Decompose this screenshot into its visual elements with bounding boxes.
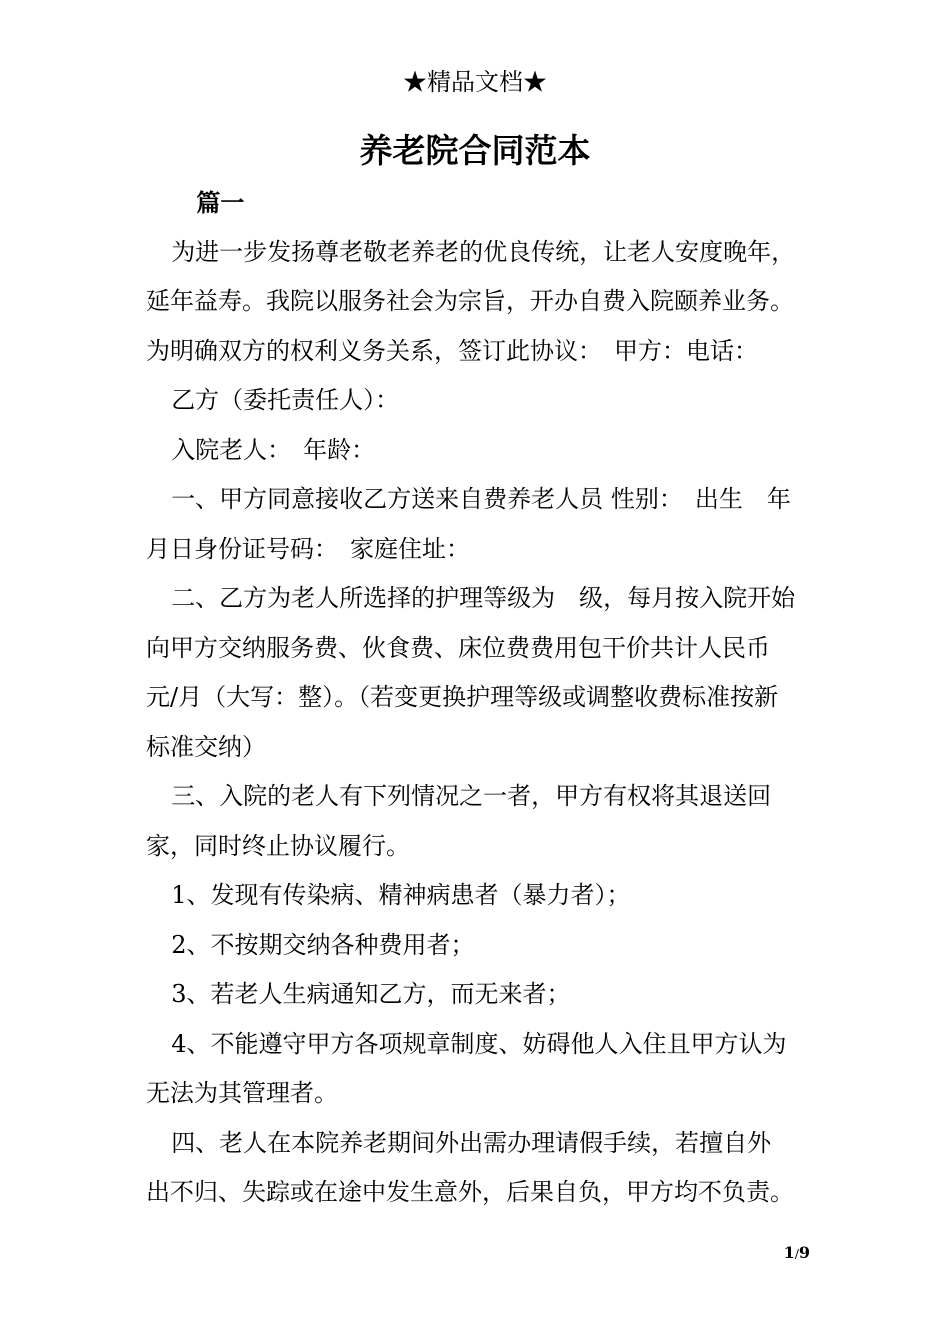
document-title: 养老院合同范本 <box>359 131 591 170</box>
page-separator: / <box>794 1247 799 1261</box>
list-item: 1、发现有传染病、精神病患者（暴力者）； <box>171 881 631 909</box>
paragraph-line: 乙方（委托责任人）： <box>171 386 400 414</box>
paragraph-line: 向甲方交纳服务费、伙食费、床位费费用包干价共计人民币 <box>146 633 770 662</box>
list-item: 4、不能遵守甲方各项规章制度、妨碍他人入住且甲方认为 <box>171 1029 787 1058</box>
paragraph-line: 无法为其管理者。 <box>146 1079 338 1107</box>
paragraph-line: 月日身份证号码： 家庭住址： <box>146 534 470 563</box>
paragraph-line: 延年益寿。我院以服务社会为宗旨，开办自费入院颐养业务。 <box>146 287 794 315</box>
page-total: 9 <box>798 1243 810 1262</box>
paragraph-line: 为进一步发扬尊老敬老养老的优良传统，让老人安度晚年， <box>171 237 796 266</box>
paragraph-line: 一、甲方同意接收乙方送来自费养老人员 性别： 出生 年 <box>171 485 791 513</box>
paragraph-line: 四、老人在本院养老期间外出需办理请假手续，若擅自外 <box>171 1128 772 1157</box>
page-current: 1 <box>783 1243 795 1262</box>
page-number <box>700 1241 810 1266</box>
paragraph-line: 三、入院的老人有下列情况之一者，甲方有权将其退送回 <box>171 782 772 810</box>
paragraph-line: 入院老人： 年龄： <box>171 435 376 464</box>
section-label: 篇一 <box>196 188 245 217</box>
list-item: 3、若老人生病通知乙方，而无来者； <box>171 980 571 1008</box>
paragraph-line: 二、乙方为老人所选择的护理等级为 级，每月按入院开始 <box>171 584 796 612</box>
document-body <box>146 178 810 1218</box>
page-header: ★精品文档★ <box>403 68 547 96</box>
paragraph-line: 出不归、失踪或在途中发生意外，后果自负，甲方均不负责。 <box>146 1178 794 1206</box>
paragraph-line: 家，同时终止协议履行。 <box>146 831 410 860</box>
paragraph-line: 元/月（大写：整）。（若变更换护理等级或调整收费标准按新 <box>146 683 779 711</box>
paragraph-line: 标准交纳） <box>146 732 266 761</box>
paragraph-line: 为明确双方的权利义务关系，签订此协议： 甲方：电话： <box>146 336 758 365</box>
list-item: 2、不按期交纳各种费用者； <box>171 930 475 959</box>
